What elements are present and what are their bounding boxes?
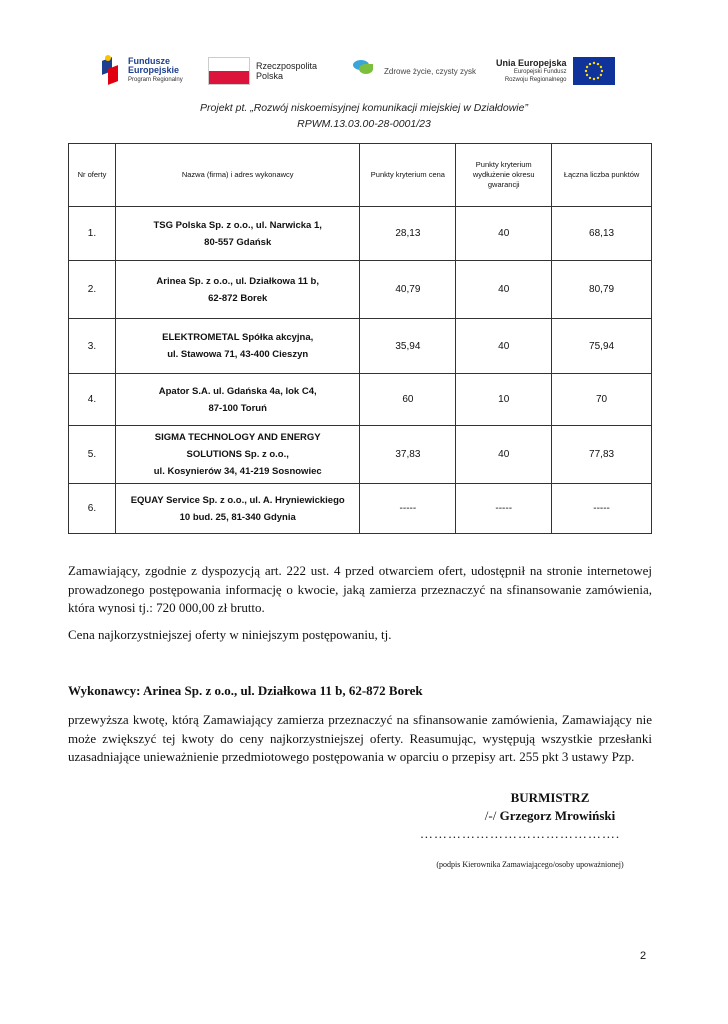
cell-nr: 1. bbox=[69, 207, 116, 261]
paragraph-best-offer: Cena najkorzystniejszej oferty w niniejszym postępowaniu, tj. bbox=[68, 627, 392, 642]
project-heading bbox=[0, 100, 728, 132]
rp-line2: Polska bbox=[256, 71, 284, 81]
name-line: 80-557 Gdańsk bbox=[204, 236, 272, 248]
cell-warranty: 10 bbox=[456, 374, 552, 426]
eu-star-icon bbox=[584, 70, 586, 72]
header-price: Punkty kryterium cena bbox=[360, 144, 456, 207]
eu-star-icon bbox=[585, 74, 587, 76]
cell-price: 35,94 bbox=[360, 319, 456, 374]
eu-star-icon bbox=[596, 77, 598, 79]
header-nr: Nr oferty bbox=[69, 144, 116, 207]
signature-name: Grzegorz Mrowiński bbox=[499, 808, 616, 823]
cell-price: 40,79 bbox=[360, 261, 456, 319]
eu-flag-icon bbox=[573, 57, 615, 85]
signature-title: BURMISTRZ bbox=[510, 790, 590, 805]
cell-name bbox=[115, 261, 360, 319]
eu-star-icon bbox=[596, 63, 598, 65]
cell-name bbox=[115, 319, 360, 374]
header-name: Nazwa (firma) i adres wykonawcy bbox=[115, 144, 360, 207]
header-total: Łączna liczba punktów bbox=[552, 144, 652, 207]
paragraph-conclusion: przewyższa kwotę, którą Zamawiający zamierza przeznaczyć na sfinansowanie zamówienia, Zamawiający nie może zwiększyć tej kwoty do ceny najkorzystniejszej oferty. Reasumując, występują wszystkie przesłanki uzasadniające unieważnienie przedmiotowego postępowania w oparciu o przepisy art. 255 pkt 3 ustawy Pzp. bbox=[68, 712, 652, 764]
name-line: TSG Polska Sp. z o.o., ul. Narwicka 1, bbox=[153, 219, 322, 231]
name-line: 87-100 Toruń bbox=[208, 402, 267, 414]
cell-name bbox=[115, 426, 360, 484]
ue-line1: Unia Europejska bbox=[496, 57, 567, 68]
offers-table bbox=[68, 143, 652, 534]
cell-total: ----- bbox=[552, 484, 652, 534]
cell-nr: 3. bbox=[69, 319, 116, 374]
fe-line2: Europejskie bbox=[128, 65, 180, 75]
table-row bbox=[69, 374, 652, 426]
region-slogan: Zdrowe życie, czysty zysk bbox=[384, 66, 477, 76]
cell-nr: 6. bbox=[69, 484, 116, 534]
cell-nr: 5. bbox=[69, 426, 116, 484]
logo-bar bbox=[100, 52, 620, 90]
project-code: RPWM.13.03.00-28-0001/23 bbox=[297, 118, 431, 130]
eu-star-icon bbox=[585, 66, 587, 68]
region-leaf-icon bbox=[350, 57, 376, 85]
header-warranty: Punkty kryterium wydłużenie okresu gwarancji bbox=[456, 144, 552, 207]
name-line: Apator S.A. ul. Gdańska 4a, lok C4, bbox=[158, 385, 317, 397]
name-line: Arinea Sp. z o.o., ul. Działkowa 11 b, bbox=[156, 275, 319, 287]
table-row bbox=[69, 426, 652, 484]
cell-warranty: 40 bbox=[456, 261, 552, 319]
project-title: Projekt pt. „Rozwój niskoemisyjnej komunikacji miejskiej w Działdowie” bbox=[200, 102, 528, 114]
paragraph-budget: Zamawiający, zgodnie z dyspozycją art. 222 ust. 4 przed otwarciem ofert, udostępnił na stronie internetowej prowadzonego postępowania informację o kwocie, jaką zamierza przeznaczyć na sfinansowanie zamówienia, która wynosi tj.: 720 000,00 zł brutto. bbox=[68, 563, 652, 615]
cell-warranty: 40 bbox=[456, 319, 552, 374]
cell-price: 60 bbox=[360, 374, 456, 426]
name-line: SIGMA TECHNOLOGY AND ENERGY bbox=[154, 432, 321, 443]
name-line: EQUAY Service Sp. z o.o., ul. A. Hryniewickiego bbox=[130, 494, 345, 506]
cell-total: 68,13 bbox=[552, 207, 652, 261]
eu-star-icon bbox=[588, 77, 590, 79]
cell-total: 77,83 bbox=[552, 426, 652, 484]
fe-line3: Program Regionalny bbox=[128, 77, 183, 83]
table-row bbox=[69, 207, 652, 261]
polish-flag-icon bbox=[208, 57, 250, 85]
cell-nr: 2. bbox=[69, 261, 116, 319]
ue-line2: Europejski Fundusz bbox=[513, 68, 567, 75]
fe-mark-icon bbox=[100, 55, 122, 87]
cell-warranty: 40 bbox=[456, 207, 552, 261]
name-line: ul. Kosynierów 34, 41-219 Sosnowiec bbox=[153, 466, 322, 477]
eu-star-icon bbox=[588, 63, 590, 65]
rp-line1: Rzeczpospolita bbox=[256, 61, 318, 71]
eu-star-icon bbox=[592, 78, 594, 80]
cell-name bbox=[115, 484, 360, 534]
table-row bbox=[69, 484, 652, 534]
table-row bbox=[69, 319, 652, 374]
cell-price: 28,13 bbox=[360, 207, 456, 261]
cell-warranty: ----- bbox=[456, 484, 552, 534]
rzeczpospolita-polska-logo bbox=[208, 52, 317, 90]
cell-price: 37,83 bbox=[360, 426, 456, 484]
table-row bbox=[69, 261, 652, 319]
signature-prefix: /-/ bbox=[484, 808, 500, 823]
cell-nr: 4. bbox=[69, 374, 116, 426]
warmia-mazury-logo bbox=[350, 52, 476, 90]
cell-total: 70 bbox=[552, 374, 652, 426]
eu-star-icon bbox=[592, 62, 594, 64]
name-line: 10 bud. 25, 81-340 Gdynia bbox=[179, 511, 296, 523]
cell-name bbox=[115, 207, 360, 261]
signature-name-line bbox=[440, 808, 660, 824]
signature-dots: ……………………………………. bbox=[419, 826, 621, 841]
name-line: ul. Stawowa 71, 43-400 Cieszyn bbox=[167, 349, 309, 360]
fundusze-europejskie-logo bbox=[100, 52, 183, 90]
name-line: ELEKTROMETAL Spółka akcyjna, bbox=[162, 332, 314, 343]
fe-line1: Fundusze bbox=[128, 56, 170, 66]
table-header-row bbox=[69, 144, 652, 207]
unia-europejska-logo bbox=[496, 52, 615, 90]
paragraph-contractor: Wykonawcy: Arinea Sp. z o.o., ul. Działkowa 11 b, 62-872 Borek bbox=[68, 683, 423, 698]
name-line: 62-872 Borek bbox=[208, 292, 268, 304]
cell-name bbox=[115, 374, 360, 426]
signature-caption: (podpis Kierownika Zamawiającego/osoby upoważnionej) bbox=[436, 860, 624, 869]
cell-total: 75,94 bbox=[552, 319, 652, 374]
cell-price: ----- bbox=[360, 484, 456, 534]
cell-warranty: 40 bbox=[456, 426, 552, 484]
eu-star-icon bbox=[599, 66, 601, 68]
ue-line3: Rozwoju Regionalnego bbox=[504, 76, 567, 83]
page-number: 2 bbox=[640, 950, 647, 962]
name-line: SOLUTIONS Sp. z o.o., bbox=[186, 449, 289, 460]
cell-total: 80,79 bbox=[552, 261, 652, 319]
eu-star-icon bbox=[599, 74, 601, 76]
eu-star-icon bbox=[600, 70, 602, 72]
